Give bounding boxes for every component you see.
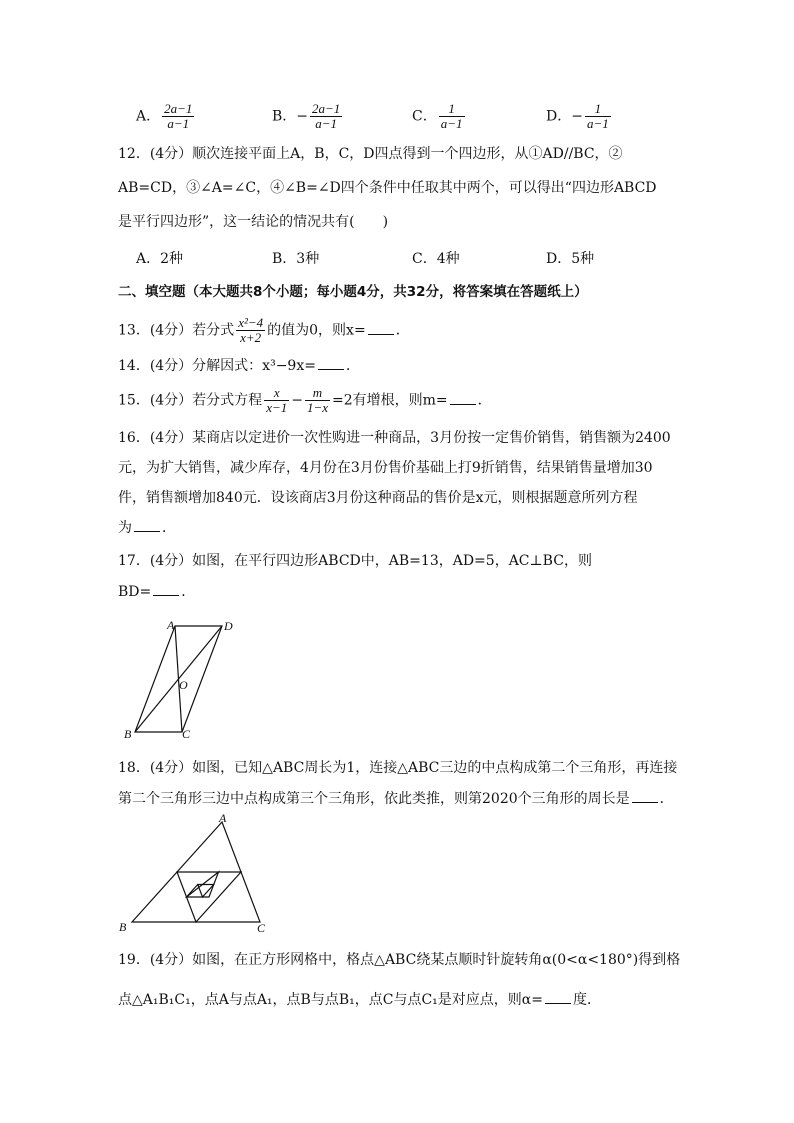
label-b: B [119,920,127,934]
q16-line-2: 元，为扩大销售，减少库存，4月份在3月份售价基础上打9折销售，结果销售量增加30 [118,460,653,476]
option-letter: D． [546,108,572,125]
fraction-denominator: a−1 [315,116,338,131]
q12-option-a: A．2种 [136,251,184,267]
fraction-numerator: 2a−1 [164,101,193,116]
q18-line-2 [118,789,674,809]
label-c: C [257,921,266,935]
q14-end: ． [345,358,360,374]
option-sign: − [571,108,583,125]
fraction [162,102,194,131]
q12-line-2: AB=CD，③∠A=∠C，④∠B=∠D四个条件中任取其中两个，可以得出“四边形ABCD [118,180,657,196]
q14-text: 14．(4分）分解因式：x³−9x= [118,358,316,374]
q13-end: ． [395,322,410,339]
fraction-denominator: a−1 [586,116,609,131]
q11-option-c [412,102,467,131]
section-header: 二、填空题（本大题共8个小题；每小题4分，共32分，将答案填在答题纸上） [118,284,588,300]
parallelogram-figure [118,614,248,744]
label-a: A [219,814,227,825]
minus-sign: − [291,392,303,409]
q16-line-4 [118,518,176,538]
answer-blank[interactable] [134,519,160,532]
q19-line-1: 19．(4分）如图，在正方形网格中，格点△ABC绕某点顺时针旋转角α(0<α<180°)得到格 [118,952,681,968]
q12-option-d: D．5种 [546,251,595,267]
q17-end: ． [181,584,196,600]
q12-line-3: 是平行四边形”，这一结论的情况共有( ) [118,214,389,230]
q12-option-c: C．4种 [412,251,460,267]
q11-option-d [546,102,613,131]
q12-option-b: B．3种 [272,251,320,267]
q15-prefix: 15．(4分）若分式方程 [118,392,263,409]
inner-edge [187,885,198,898]
label-d: D [224,619,233,633]
answer-blank[interactable] [153,583,179,596]
q17-line-2-text: BD= [118,584,152,600]
option-sign: − [296,108,309,125]
q16-line-3: 件，销售额增加840元．设该商店3月份这种商品的售价是x元，则根据题意所列方程 [118,490,638,506]
q18-line-2-text: 第二个三角形三边中点构成第三个三角形，依此类推，则第2020个三角形的周长是 [118,791,630,807]
q13-prefix: 13．(4分）若分式 [118,322,235,339]
q17-line-1: 17．(4分）如图，在平行四边形ABCD中，AB=13，AD=5，AC⊥BC，则 [118,553,592,569]
q11-option-b [272,102,344,131]
answer-blank[interactable] [545,991,571,1004]
fraction [439,102,465,131]
label-a: A [167,618,175,632]
fraction-numerator: x [264,386,289,401]
fraction-numerator: 1 [439,102,465,117]
fraction [585,102,611,131]
q11-option-a [136,102,196,131]
q13-line [118,316,410,345]
fraction [310,102,342,131]
q19-line-2 [118,990,601,1010]
fraction-denominator: a−1 [167,116,190,131]
option-letter: C． [412,108,437,125]
fraction [305,386,330,415]
fraction-denominator: 1−x [306,400,329,415]
q13-suffix: 的值为0，则x= [267,322,366,339]
q19-line-2-text: 点△A₁B₁C₁，点A与点A₁，点B与点B₁，点C与点C₁是对应点，则α= [118,992,543,1008]
answer-blank[interactable] [450,392,476,405]
fraction-numerator: m [305,386,330,401]
fraction-denominator: a−1 [440,116,463,131]
q18-line-1: 18．(4分）如图，已知△ABC周长为1，连接△ABC三边的中点构成第二个三角形，再连接 [118,760,678,776]
answer-blank[interactable] [318,357,344,370]
q16-line-1: 16．(4分）某商店以定进价一次性购进一种商品，3月份按一定售价销售，销售额为2400 [118,430,671,446]
label-c: C [182,727,191,741]
fraction-numerator: 2a−1 [312,101,341,116]
fraction-numerator: 1 [585,102,611,117]
q17-line-2 [118,582,195,602]
fraction-denominator: x−1 [266,400,288,415]
label-o: O [179,678,188,692]
q12-line-1: 12．(4分）顺次连接平面上A，B，C，D四点得到一个四边形，从①AD//BC，② [118,146,623,162]
fraction [236,316,265,345]
fraction-denominator: x+2 [240,330,262,345]
fraction-numerator: x²−4 [238,315,264,330]
q15-suffix: =2有增根，则m= [332,392,448,409]
option-letter: B． [272,108,297,125]
answer-blank[interactable] [368,322,394,335]
fraction [264,386,289,415]
q15-line [118,386,492,415]
option-letter: A． [136,108,161,125]
q14-line [118,356,360,376]
nested-triangles-figure [116,814,276,938]
q16-line-4-text: 为 [118,520,132,536]
q16-end: ． [162,520,176,536]
answer-blank[interactable] [632,790,658,803]
q18-end: ． [659,791,674,807]
label-b: B [124,727,132,741]
q15-end: ． [477,392,492,409]
q19-end: 度． [572,992,601,1008]
